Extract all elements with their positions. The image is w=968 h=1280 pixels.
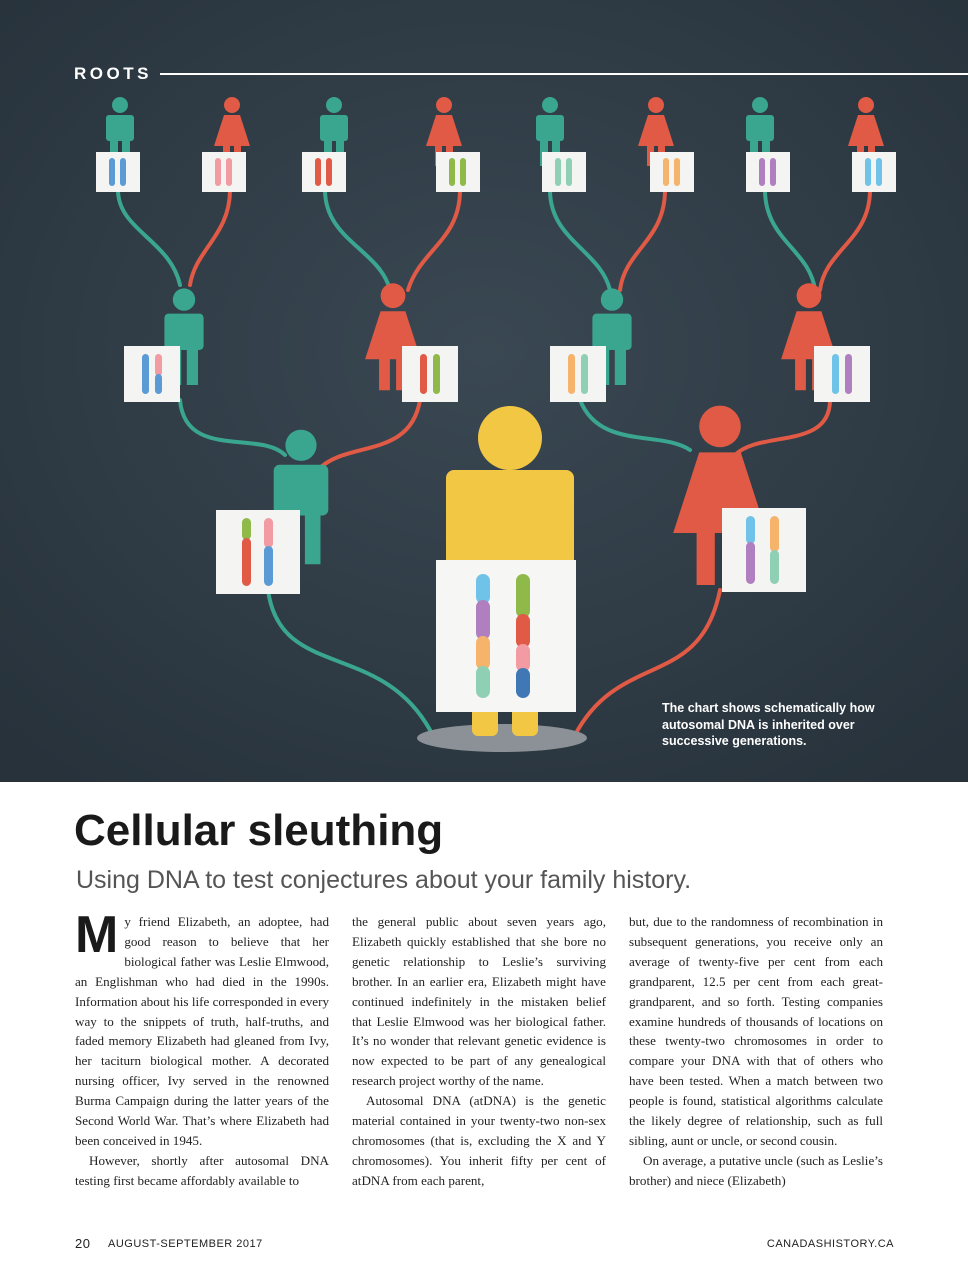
figure-caption: The chart shows schematically how autosomal DNA is inherited over successive generations. <box>662 701 875 748</box>
article-column-1 <box>75 906 329 1191</box>
article-column-3 <box>629 912 883 1191</box>
paragraph <box>75 906 329 1151</box>
paragraph: On average, a putative uncle (such as Leslie’s brother) and niece (Elizabeth) <box>629 1152 883 1188</box>
paragraph-text: y friend Elizabeth, an adoptee, had good reason to believe that her biological father was Leslie Elmwood, an Englishman who had died in the 1990s. Information about his life corresponded in every way to the snippets of truth, half-truths, and faded memory Elizabeth had gleaned from Ivy, her taciturn biological mother. A decorated nursing officer, Ivy served in the renowned Burma Campaign during the latter years of the Second World War. That’s where Elizabeth had been conceived in 1945. <box>75 914 329 1148</box>
page-number: 20 <box>75 1236 91 1251</box>
article-headline: Cellular sleuthing <box>74 806 444 855</box>
issue-date: AUGUST-SEPTEMBER 2017 <box>108 1238 263 1250</box>
paragraph: the general public about seven years ago, Elizabeth quickly established that she bore no genetic relationship to Leslie’s surviving brother. In an earlier era, Elizabeth might have continued indefinitely in the mistaken belief that Leslie Elmwood was her biological father. It’s no wonder that relevant genetic evidence is now expected to be part of any genealogical research project worthy of the name. <box>352 914 606 1089</box>
paragraph: but, due to the randomness of recombination in subsequent generations, you receive only an average of twenty-five per cent from each grandparent, 12.5 per cent from each great-grandparent, and so forth. Testing companies examine hundreds of thousands of locations on these twenty-two chromosomes in order to compare your DNA with that of others who have been tested. When a match between two people is found, statistical algorithms calculate the likely degree of relationship, such as full sibling, aunt or uncle, or second cousin. <box>629 914 883 1148</box>
section-rule <box>160 73 968 75</box>
article-deck: Using DNA to test conjectures about your family history. <box>76 866 692 894</box>
section-label: ROOTS <box>74 64 152 83</box>
ground-shadow <box>417 724 587 752</box>
paragraph: However, shortly after autosomal DNA testing first became affordably available to <box>75 1152 329 1188</box>
paragraph: Autosomal DNA (atDNA) is the genetic material contained in your twenty-two non-sex chromosomes (that is, excluding the X and Y chromosomes). You inherit fifty per cent of atDNA from each parent, <box>352 1093 606 1188</box>
site-url: CANADASHISTORY.CA <box>766 1238 894 1250</box>
drop-cap: M <box>75 906 119 964</box>
article-column-2 <box>352 912 606 1191</box>
self-chromosome-card <box>436 560 576 712</box>
